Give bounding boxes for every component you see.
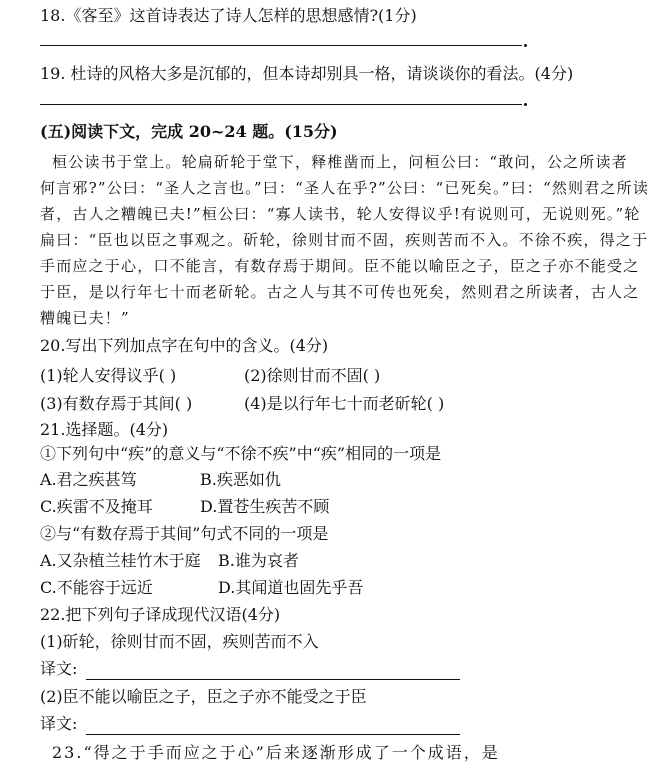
q21-sub1-option-c: C.疾雷不及掩耳 — [40, 497, 153, 516]
passage-line: 于臣，是以行年七十而老斫轮。古之人与其不可传也死矣，然则君之所读者，古人之 — [40, 283, 640, 301]
q21-sub2-option-b: B.谁为哀者 — [218, 551, 299, 570]
question-20-stem: 20.写出下列加点字在句中的含义。(4分) — [40, 336, 329, 355]
question-22-stem: 22.把下列句子译成现代汉语(4分) — [40, 605, 281, 624]
q21-sub2-option-d: D.其闻道也固先乎吾 — [218, 578, 364, 597]
q21-sub1-option-d: D.置苍生疾苦不顾 — [200, 497, 330, 516]
q21-sub2-option-c: C.不能容于远近 — [40, 578, 153, 597]
question-18: 18.《客至》这首诗表达了诗人怎样的思想感情?(1分) — [40, 6, 417, 25]
q21-sub1-option-a: A.君之疾甚笃 — [40, 470, 137, 489]
q22-answer-label-2: 译文: — [40, 714, 78, 733]
answer-line-end-dot — [524, 44, 527, 47]
q21-sub2: ②与“有数存焉于其间”句式不同的一项是 — [40, 524, 329, 543]
answer-line-18[interactable] — [40, 45, 522, 46]
passage-line: 何言邪?”公曰：“圣人之言也。”曰：“圣人在乎?”公曰：“已死矣。”曰：“然则君之所读 — [40, 179, 649, 197]
answer-line-end-dot — [524, 103, 527, 106]
q22-answer-line-2[interactable] — [86, 734, 460, 735]
passage-line: 者，古人之糟魄已夫!”桓公曰：“寡人读书，轮人安得议乎!有说则可，无说则死。”轮 — [40, 205, 641, 223]
passage-line: 扁曰：“臣也以臣之事观之。斫轮，徐则甘而不固，疾则苦而不入。不徐不疾，得之于 — [40, 231, 649, 249]
q22-answer-line-1[interactable] — [86, 679, 460, 680]
q20-item-3: (3)有数存焉于其间( ) — [40, 394, 193, 413]
q22-sentence-1: (1)斫轮，徐则甘而不固，疾则苦而不入 — [40, 632, 319, 651]
answer-line-19[interactable] — [40, 104, 522, 105]
question-23: 23.“得之于手而应之于心”后来逐渐形成了一个成语，是 — [52, 743, 500, 762]
q21-sub1: ①下列句中“疾”的意义与“不徐不疾”中“疾”相同的一项是 — [40, 444, 442, 463]
q22-sentence-2: (2)臣不能以喻臣之子，臣之子亦不能受之于臣 — [40, 687, 367, 706]
passage-line: 手而应之于心，口不能言，有数存焉于期间。臣不能以喻臣之子，臣之子亦不能受之 — [40, 257, 640, 275]
q22-answer-label-1: 译文: — [40, 659, 78, 678]
question-19: 19. 杜诗的风格大多是沉郁的，但本诗却别具一格，请谈谈你的看法。(4分) — [40, 64, 574, 83]
question-21-stem: 21.选择题。(4分) — [40, 420, 169, 439]
q20-item-4: (4)是以行年七十而老斫轮( ) — [244, 394, 445, 413]
section-title: (五)阅读下文，完成 20~24 题。(15分) — [40, 122, 338, 141]
q21-sub2-option-a: A.又杂植兰桂竹木于庭 — [40, 551, 201, 570]
passage-line: 桓公读书于堂上。轮扁斫轮于堂下，释椎凿而上，问桓公曰：“敢问，公之所读者 — [52, 153, 628, 171]
q20-item-2: (2)徐则甘而不固( ) — [244, 366, 381, 385]
q21-sub1-option-b: B.疾恶如仇 — [200, 470, 281, 489]
passage-line: 糟魄已夫！” — [40, 309, 130, 327]
q20-item-1: (1)轮人安得议乎( ) — [40, 366, 177, 385]
